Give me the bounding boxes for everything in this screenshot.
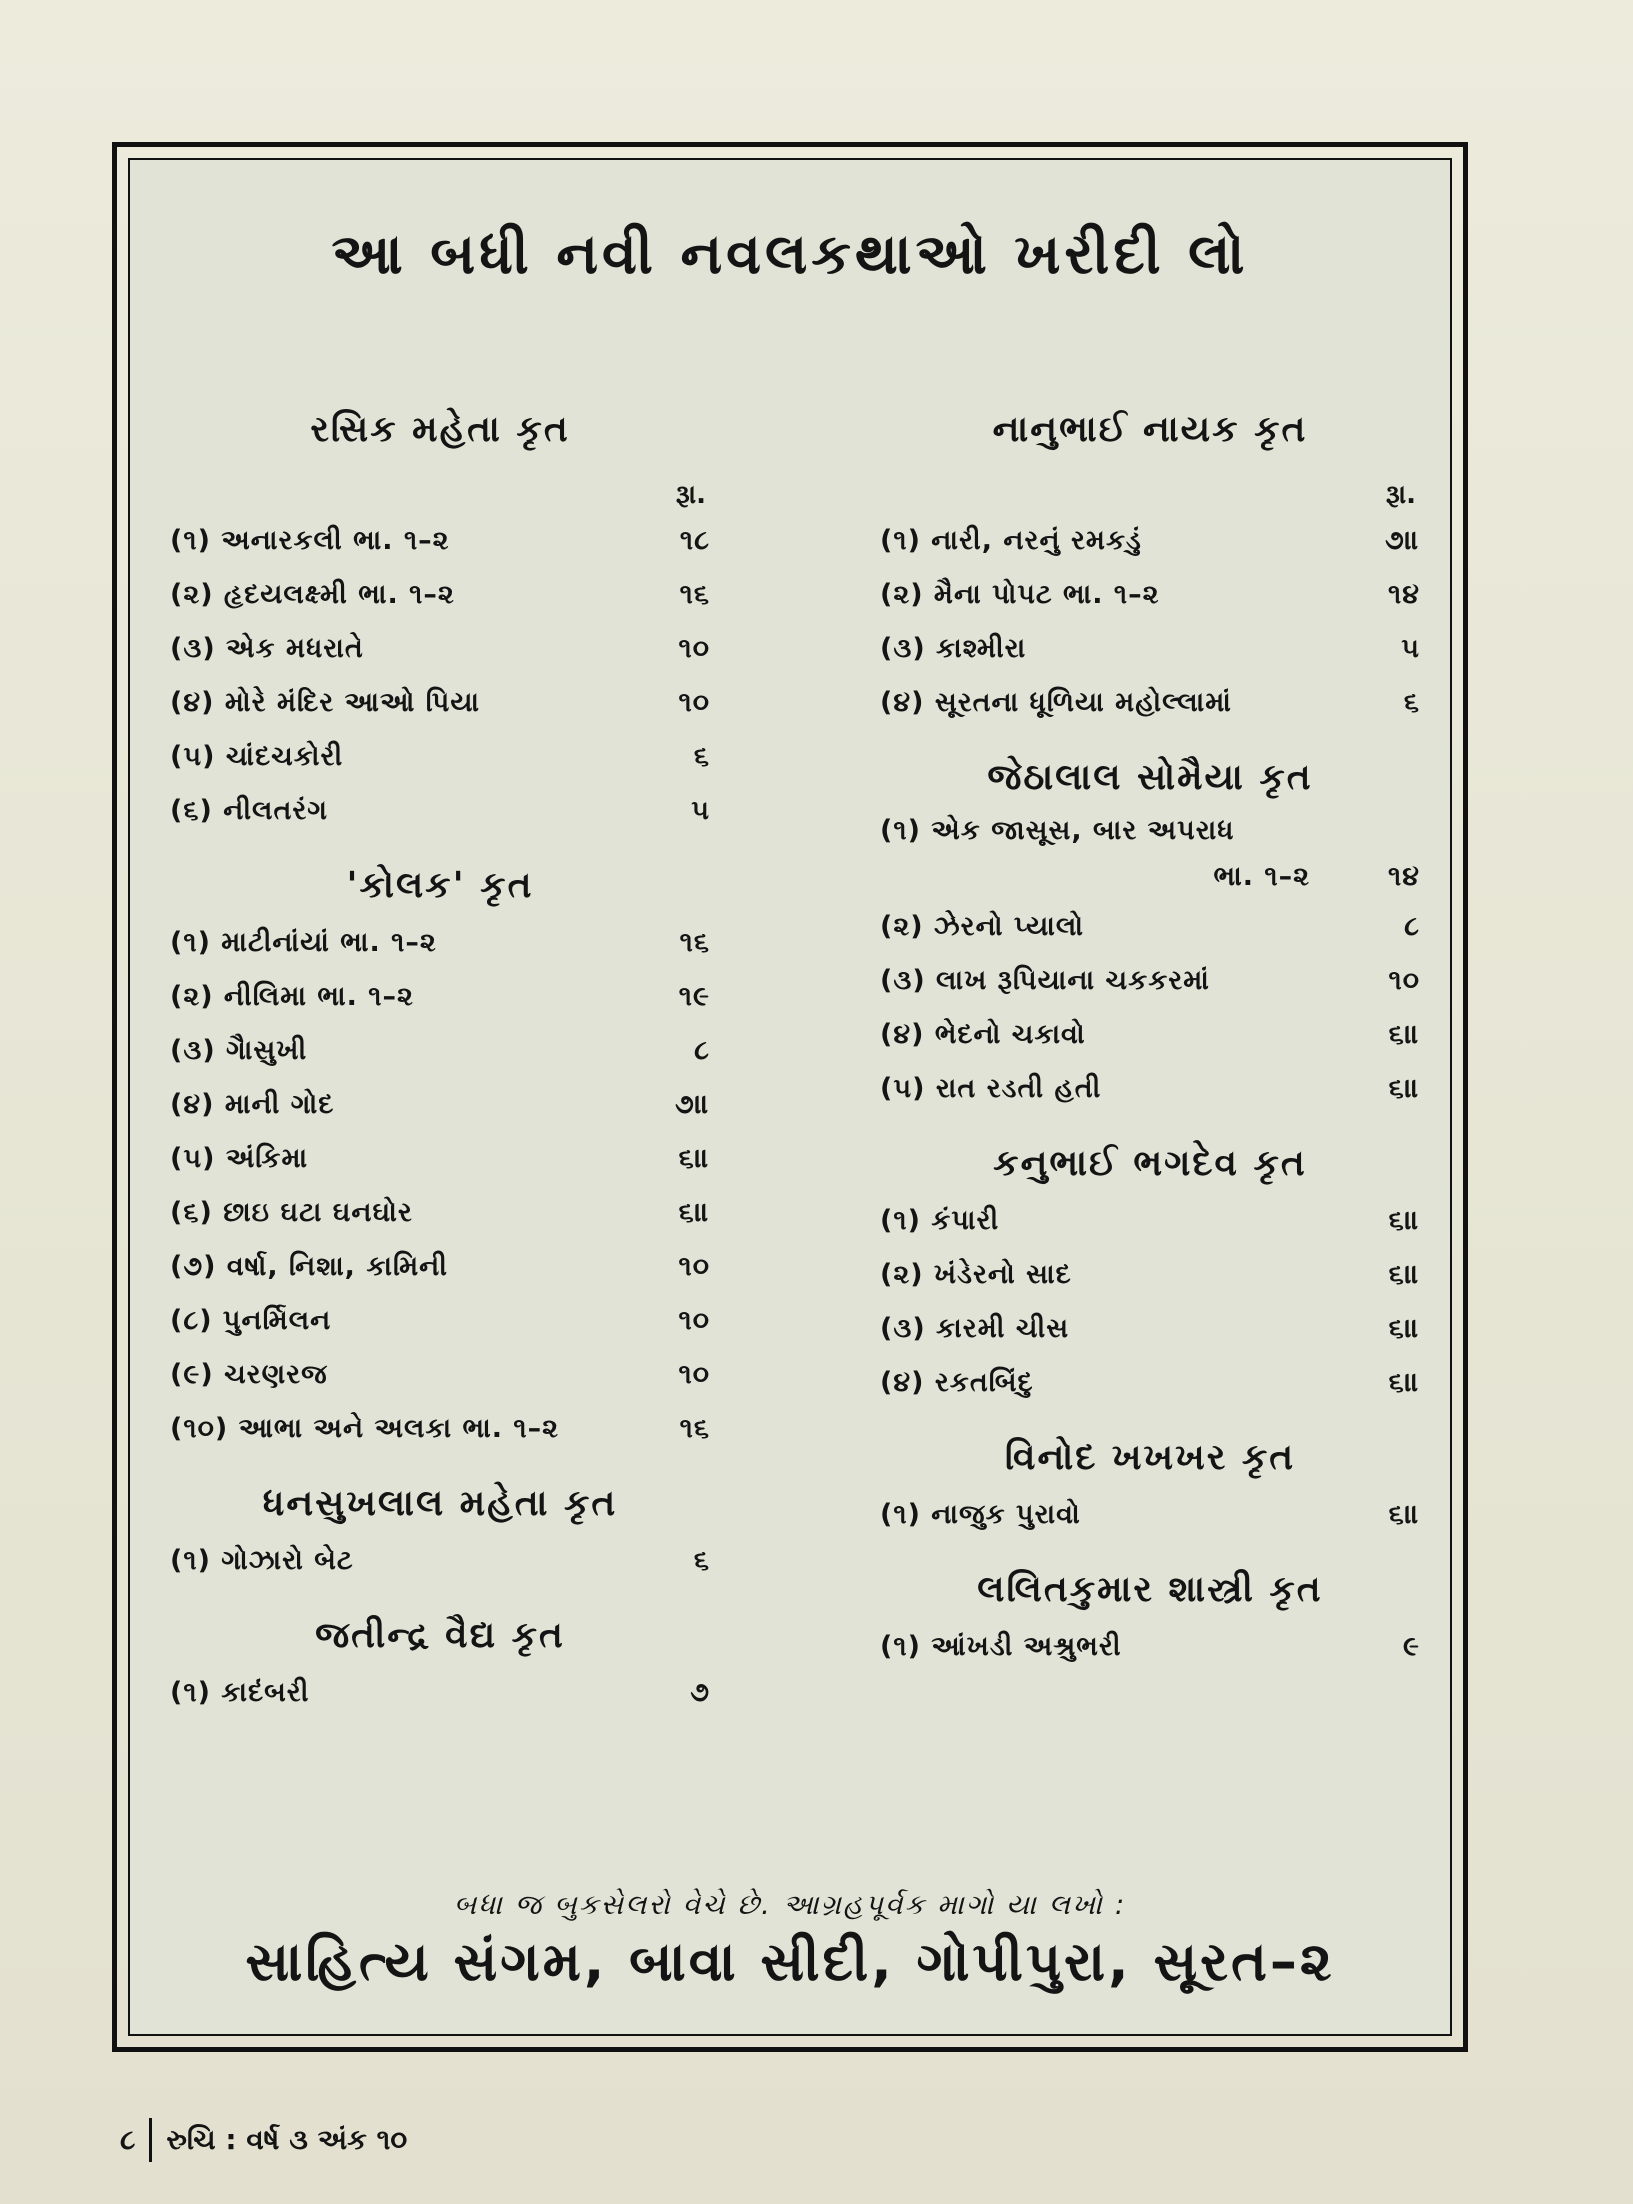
book-price: ૬॥: [678, 1197, 710, 1228]
author-heading: લલિતકુમાર શાસ્ત્રી કૃત: [977, 1569, 1323, 1610]
book-entry: [170, 1240, 710, 1294]
book-title: (૧) માટીનાંયાં ભા. ૧–૨: [170, 927, 437, 958]
ad-headline: આ બધી નવી નવલકથાઓ ખરીદી લો: [331, 222, 1249, 287]
book-entry: [170, 1078, 710, 1132]
footer-divider: [149, 2118, 152, 2162]
book-price: ૭: [690, 1677, 710, 1708]
book-entry: [170, 514, 710, 568]
book-price: ૬: [693, 1545, 710, 1576]
book-price: ૧૦: [678, 1251, 710, 1282]
book-title: (૨) ઝેરનો પ્યાલો: [880, 911, 1085, 942]
author-heading: જેઠાલાલ સોમૈયા કૃત: [987, 757, 1313, 798]
book-price: ૧૬: [679, 579, 710, 610]
section-gap: [880, 1116, 1420, 1134]
page-footer: [120, 2118, 407, 2162]
book-entry: [170, 676, 710, 730]
book-entry: [170, 1348, 710, 1402]
book-title: (૫) અંકિમા: [170, 1143, 309, 1174]
book-title: (૭) વર્ષા, નિશા, કામિની: [170, 1251, 449, 1282]
book-title: (૫) રાત રડતી હતી: [880, 1073, 1102, 1104]
book-title: (૧) એક જાસૂસ, બાર અપરાધ: [880, 815, 1235, 846]
author-section: [880, 1428, 1420, 1560]
book-price: ૧૬: [679, 1413, 710, 1444]
left-column: [170, 400, 710, 1738]
currency-label: રૂા.: [675, 480, 706, 510]
book-entry: [880, 1488, 1420, 1542]
book-title: (૩) એક મધરાતે: [170, 633, 364, 664]
book-price: ૬: [1403, 687, 1420, 718]
book-price: ૧૦: [678, 1305, 710, 1336]
book-entry: [880, 954, 1420, 1008]
book-price: ૮: [694, 1035, 710, 1066]
section-gap: [170, 838, 710, 856]
book-price: ૮: [1404, 911, 1420, 942]
book-entry: [170, 916, 710, 970]
right-column: [880, 400, 1420, 1692]
book-price: ૬॥: [1388, 1073, 1420, 1104]
book-title: (૩) કારમી ચીસ: [880, 1313, 1070, 1344]
book-title: (૨) હૃદયલક્ષ્મી ભા. ૧–૨: [170, 579, 455, 610]
book-title: (૧) અનારકલી ભા. ૧–૨: [170, 525, 450, 556]
book-title: (૩) ગૈાસુખી: [170, 1035, 308, 1066]
book-title: (૨) નીલિમા ભા. ૧–૨: [170, 981, 414, 1012]
book-entry: [170, 568, 710, 622]
author-section: [880, 1134, 1420, 1428]
book-price: ૧૦: [678, 1359, 710, 1390]
section-gap: [880, 1410, 1420, 1428]
book-title: (૬) નીલતરંગ: [170, 795, 329, 826]
book-title: (૩) લાખ રૂપિયાના ચકકરમાં: [880, 965, 1210, 996]
section-gap: [170, 1456, 710, 1474]
book-title: (૪) મોરે મંદિર આઓ પિયા: [170, 687, 481, 718]
currency-label: રૂા.: [1385, 480, 1416, 510]
book-title: (૧) કંપારી: [880, 1205, 1000, 1236]
section-gap: [880, 1674, 1420, 1692]
author-heading: કનુભાઈ ભગદેવ કૃત: [993, 1143, 1307, 1184]
book-price: ૭॥: [1384, 525, 1420, 556]
author-heading: વિનોદ ખખખર કૃત: [1004, 1437, 1296, 1478]
book-entry: [880, 1062, 1420, 1116]
book-title: (૬) છાઇ ઘટા ઘનઘોર: [170, 1197, 413, 1228]
book-entry: [880, 1248, 1420, 1302]
author-heading: ધનસુખલાલ મહેતા કૃત: [262, 1483, 618, 1524]
author-section: [170, 1474, 710, 1606]
book-entry: [170, 1666, 710, 1720]
book-price: ૧૮: [679, 525, 710, 556]
section-gap: [880, 730, 1420, 748]
book-entry: [880, 1302, 1420, 1356]
section-gap: [880, 1542, 1420, 1560]
book-title: (૧) આંખડી અશ્રુભરી: [880, 1631, 1122, 1662]
book-price: ૧૦: [678, 633, 710, 664]
book-title: (૪) ભેદનો ચકાવો: [880, 1019, 1086, 1050]
book-title: (૧) નાજુક પુરાવો: [880, 1499, 1081, 1530]
book-price: ૧૬: [679, 927, 710, 958]
book-title: (૧) ગોઝારો બેટ: [170, 1545, 354, 1576]
book-entry: [880, 622, 1420, 676]
book-price: ૧૯: [678, 981, 710, 1012]
book-entry: [170, 1294, 710, 1348]
book-price: ૧૦: [678, 687, 710, 718]
book-title: (૨) ખંડેરનો સાદ: [880, 1259, 1072, 1290]
book-entry: [170, 784, 710, 838]
author-heading: જતીન્દ્ર વૈદ્ય કૃત: [315, 1615, 565, 1656]
book-price: ૬॥: [678, 1143, 710, 1174]
book-price: ૯: [1403, 1631, 1420, 1662]
book-price: ૫: [1401, 633, 1420, 664]
book-entry: [170, 1186, 710, 1240]
book-entry: [880, 1620, 1420, 1674]
author-section: [170, 1606, 710, 1738]
author-section: [880, 400, 1420, 748]
book-entry: [170, 1402, 710, 1456]
book-price: ૫: [691, 795, 710, 826]
book-volume: ભા. ૧–૨: [1213, 861, 1310, 892]
book-entry: [170, 970, 710, 1024]
book-price: ૬: [693, 741, 710, 772]
book-title: (૩) કાશ્મીરા: [880, 633, 1027, 664]
book-entry: [880, 568, 1420, 622]
magazine-issue: રુચિ : વર્ષ ૩ અંક ૧૦: [166, 2123, 408, 2156]
author-section: [170, 400, 710, 856]
book-price: ૬॥: [1388, 1019, 1420, 1050]
book-price: ૬॥: [1388, 1367, 1420, 1398]
book-price: ૬॥: [1388, 1313, 1420, 1344]
author-section: [880, 1560, 1420, 1692]
section-gap: [170, 1588, 710, 1606]
book-price: ૬॥: [1388, 1499, 1420, 1530]
book-title: (૪) સૂરતના ધૂળિયા મહોલ્લામાં: [880, 687, 1232, 718]
book-title: (૧) કાદંબરી: [170, 1677, 310, 1708]
book-entry: [170, 730, 710, 784]
book-entry: [170, 1534, 710, 1588]
book-price: ૬॥: [1388, 1259, 1420, 1290]
book-entry: [880, 900, 1420, 954]
book-title: (૨) મૈના પોપટ ભા. ૧–૨: [880, 579, 1160, 610]
book-price: ૭॥: [674, 1089, 710, 1120]
book-title: (૮) પુનર્મિલન: [170, 1305, 332, 1336]
book-price: ૧૦: [1388, 965, 1420, 996]
publisher-address: સાહિત્ય સંગમ, બાવા સીદી, ગોપીપુરા, સૂરત–૨: [245, 1930, 1335, 1993]
book-entry-continued: [880, 854, 1420, 900]
book-title: (૧૦) આભા અને અલકા ભા. ૧–૨: [170, 1413, 559, 1444]
book-entry: [880, 1194, 1420, 1248]
book-title: (૧) નારી, નરનું રમકડું: [880, 525, 1142, 556]
availability-note: બધા જ બુકસેલરો વેચે છે. આગ્રહપૂર્વક માગો યા લખો :: [453, 1888, 1127, 1921]
book-title: (૫) ચાંદચકોરી: [170, 741, 344, 772]
author-section: [880, 748, 1420, 1134]
book-price: ૬॥: [1388, 1205, 1420, 1236]
book-entry: [170, 622, 710, 676]
book-entry: [170, 1024, 710, 1078]
book-title: (૪) રકતબિંદુ: [880, 1367, 1034, 1398]
author-heading: 'કોલક' કૃત: [346, 865, 534, 906]
book-price: ૧૪: [1388, 579, 1420, 610]
book-entry: [880, 1356, 1420, 1410]
book-price: ૧૪: [1388, 861, 1420, 892]
book-entry: [880, 676, 1420, 730]
book-entry: [880, 514, 1420, 568]
author-heading: રસિક મહેતા કૃત: [310, 409, 570, 450]
page-number: ૮: [120, 2123, 136, 2156]
book-entry: [880, 808, 1420, 854]
book-title: (૯) ચરણરજ: [170, 1359, 328, 1390]
book-entry: [880, 1008, 1420, 1062]
book-title: (૪) માની ગોદ: [170, 1089, 335, 1120]
section-gap: [170, 1720, 710, 1738]
author-section: [170, 856, 710, 1474]
book-entry: [170, 1132, 710, 1186]
author-heading: નાનુભાઈ નાયક કૃત: [992, 409, 1308, 450]
